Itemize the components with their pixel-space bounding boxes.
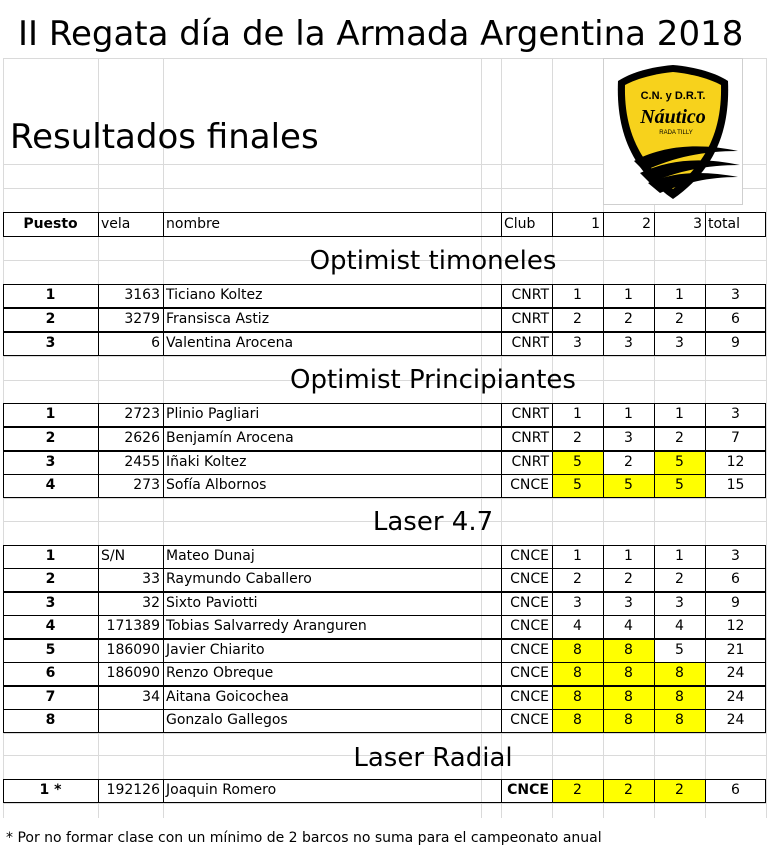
- logo-text-bottom: RADA TILLY: [659, 130, 693, 136]
- result-club: CNRT: [511, 430, 549, 446]
- result-race-2: 4: [624, 618, 633, 634]
- result-total: 24: [726, 689, 745, 705]
- result-race-3: 8: [675, 712, 684, 728]
- result-puesto: 1: [45, 548, 56, 564]
- result-nombre: Sofía Albornos: [166, 477, 267, 493]
- result-nombre: Benjamín Arocena: [166, 430, 294, 446]
- result-nombre: Javier Chiarito: [166, 642, 265, 658]
- result-club: CNCE: [507, 782, 549, 798]
- result-puesto: 1 *: [39, 782, 62, 798]
- result-race-2: 1: [624, 548, 633, 564]
- result-club: CNCE: [510, 712, 549, 728]
- result-race-1: 3: [573, 595, 582, 611]
- result-race-2: 5: [624, 477, 633, 493]
- header-puesto: Puesto: [23, 216, 78, 232]
- result-race-1: 8: [573, 712, 582, 728]
- result-puesto: 1: [45, 287, 56, 303]
- result-puesto: 3: [45, 595, 56, 611]
- result-vela: 2455: [124, 454, 160, 470]
- result-race-3: 2: [675, 571, 684, 587]
- result-club: CNCE: [510, 477, 549, 493]
- result-puesto: 5: [45, 642, 56, 658]
- result-puesto: 8: [45, 712, 56, 728]
- result-race-3: 1: [675, 406, 684, 422]
- result-total: 9: [731, 335, 740, 351]
- result-nombre: Raymundo Caballero: [166, 571, 312, 587]
- result-vela: 192126: [106, 782, 160, 798]
- result-race-3: 2: [675, 311, 684, 327]
- result-vela: 171389: [106, 618, 160, 634]
- section-title: Laser 4.7: [372, 507, 494, 537]
- result-race-3: 3: [675, 595, 684, 611]
- logo-text-top: C.N. y D.R.T.: [640, 90, 706, 102]
- result-race-3: 5: [675, 454, 684, 470]
- result-club: CNRT: [511, 335, 549, 351]
- result-vela: 3279: [124, 311, 160, 327]
- result-race-2: 8: [624, 689, 633, 705]
- result-puesto: 2: [45, 571, 56, 587]
- result-total: 15: [726, 477, 745, 493]
- result-race-2: 1: [624, 287, 633, 303]
- result-club: CNRT: [511, 311, 549, 327]
- result-race-3: 2: [675, 782, 684, 798]
- result-race-1: 8: [573, 665, 582, 681]
- header-vela: vela: [101, 216, 131, 232]
- result-vela: 32: [142, 595, 160, 611]
- header-race-2: 2: [642, 216, 651, 232]
- result-race-2: 3: [624, 335, 633, 351]
- result-club: CNCE: [510, 618, 549, 634]
- result-puesto: 2: [45, 311, 56, 327]
- result-club: CNRT: [511, 287, 549, 303]
- result-total: 24: [726, 665, 745, 681]
- result-total: 6: [731, 571, 740, 587]
- result-puesto: 7: [45, 689, 56, 705]
- result-club: CNCE: [510, 548, 549, 564]
- result-club: CNCE: [510, 689, 549, 705]
- header-race-1: 1: [591, 216, 600, 232]
- result-club: CNRT: [511, 454, 549, 470]
- result-race-3: 8: [675, 689, 684, 705]
- result-race-1: 4: [573, 618, 582, 634]
- result-nombre: Fransisca Astiz: [166, 311, 270, 327]
- result-puesto: 1: [45, 406, 56, 422]
- result-race-2: 2: [624, 782, 633, 798]
- result-total: 3: [731, 548, 740, 564]
- result-total: 24: [726, 712, 745, 728]
- result-nombre: Ticiano Koltez: [166, 287, 263, 303]
- result-race-2: 8: [624, 665, 633, 681]
- result-nombre: Valentina Arocena: [166, 335, 294, 351]
- club-logo: [603, 58, 743, 205]
- result-race-3: 4: [675, 618, 684, 634]
- result-nombre: Tobias Salvarredy Aranguren: [166, 618, 367, 634]
- result-nombre: Sixto Paviotti: [166, 595, 258, 611]
- shield-logo-icon: [604, 59, 742, 204]
- result-puesto: 3: [45, 335, 56, 351]
- result-race-3: 8: [675, 665, 684, 681]
- result-race-1: 1: [573, 406, 582, 422]
- result-total: 3: [731, 287, 740, 303]
- result-total: 21: [726, 642, 745, 658]
- result-vela: 33: [142, 571, 160, 587]
- result-puesto: 6: [45, 665, 56, 681]
- result-race-2: 1: [624, 406, 633, 422]
- result-puesto: 3: [45, 454, 56, 470]
- result-race-1: 1: [573, 287, 582, 303]
- result-vela: 3163: [124, 287, 160, 303]
- result-race-2: 3: [624, 595, 633, 611]
- result-race-1: 2: [573, 571, 582, 587]
- result-race-1: 1: [573, 548, 582, 564]
- result-nombre: Renzo Obreque: [166, 665, 274, 681]
- logo-text-main: Náutico: [640, 106, 706, 128]
- result-race-2: 2: [624, 571, 633, 587]
- result-puesto: 2: [45, 430, 56, 446]
- result-vela: 6: [151, 335, 160, 351]
- result-nombre: Gonzalo Gallegos: [166, 712, 288, 728]
- result-vela: 2723: [124, 406, 160, 422]
- header-club: Club: [504, 216, 536, 232]
- result-race-3: 1: [675, 287, 684, 303]
- result-total: 3: [731, 406, 740, 422]
- result-race-1: 5: [573, 477, 582, 493]
- result-race-1: 5: [573, 454, 582, 470]
- result-race-3: 3: [675, 335, 684, 351]
- result-nombre: Plinio Pagliari: [166, 406, 260, 422]
- section-title: Laser Radial: [353, 743, 513, 773]
- result-race-1: 3: [573, 335, 582, 351]
- result-race-2: 8: [624, 642, 633, 658]
- result-vela: 34: [142, 689, 160, 705]
- page-subtitle: Resultados finales: [10, 117, 319, 157]
- result-club: CNCE: [510, 595, 549, 611]
- page-title: II Regata día de la Armada Argentina 2018: [18, 14, 744, 54]
- result-club: CNCE: [510, 642, 549, 658]
- header-race-3: 3: [693, 216, 702, 232]
- result-vela: 186090: [106, 665, 160, 681]
- result-vela: 186090: [106, 642, 160, 658]
- result-race-1: 2: [573, 430, 582, 446]
- result-race-2: 2: [624, 311, 633, 327]
- result-vela: S/N: [101, 548, 126, 564]
- result-total: 6: [731, 782, 740, 798]
- result-club: CNCE: [510, 665, 549, 681]
- result-club: CNRT: [511, 406, 549, 422]
- result-race-3: 2: [675, 430, 684, 446]
- result-total: 7: [731, 430, 740, 446]
- result-nombre: Aitana Goicochea: [166, 689, 289, 705]
- result-race-3: 5: [675, 477, 684, 493]
- section-title: Optimist Principiantes: [290, 365, 576, 395]
- result-race-2: 8: [624, 712, 633, 728]
- section-title: Optimist timoneles: [309, 246, 557, 276]
- header-nombre: nombre: [166, 216, 221, 232]
- result-race-2: 2: [624, 454, 633, 470]
- result-nombre: Iñaki Koltez: [166, 454, 247, 470]
- result-nombre: Mateo Dunaj: [166, 548, 255, 564]
- result-vela: 2626: [124, 430, 160, 446]
- result-total: 12: [726, 454, 745, 470]
- result-vela: 273: [133, 477, 160, 493]
- result-total: 12: [726, 618, 745, 634]
- result-total: 9: [731, 595, 740, 611]
- result-race-1: 2: [573, 311, 582, 327]
- header-total: total: [708, 216, 741, 232]
- result-race-1: 8: [573, 642, 582, 658]
- result-race-2: 3: [624, 430, 633, 446]
- result-race-3: 5: [675, 642, 684, 658]
- result-club: CNCE: [510, 571, 549, 587]
- result-race-1: 2: [573, 782, 582, 798]
- result-puesto: 4: [45, 618, 56, 634]
- result-puesto: 4: [45, 477, 56, 493]
- result-nombre: Joaquin Romero: [166, 782, 277, 798]
- result-race-3: 1: [675, 548, 684, 564]
- result-total: 6: [731, 311, 740, 327]
- result-race-1: 8: [573, 689, 582, 705]
- footnote: * Por no formar clase con un mínimo de 2 barcos no suma para el campeonato anual: [6, 830, 602, 846]
- result-vela: [98, 709, 163, 732]
